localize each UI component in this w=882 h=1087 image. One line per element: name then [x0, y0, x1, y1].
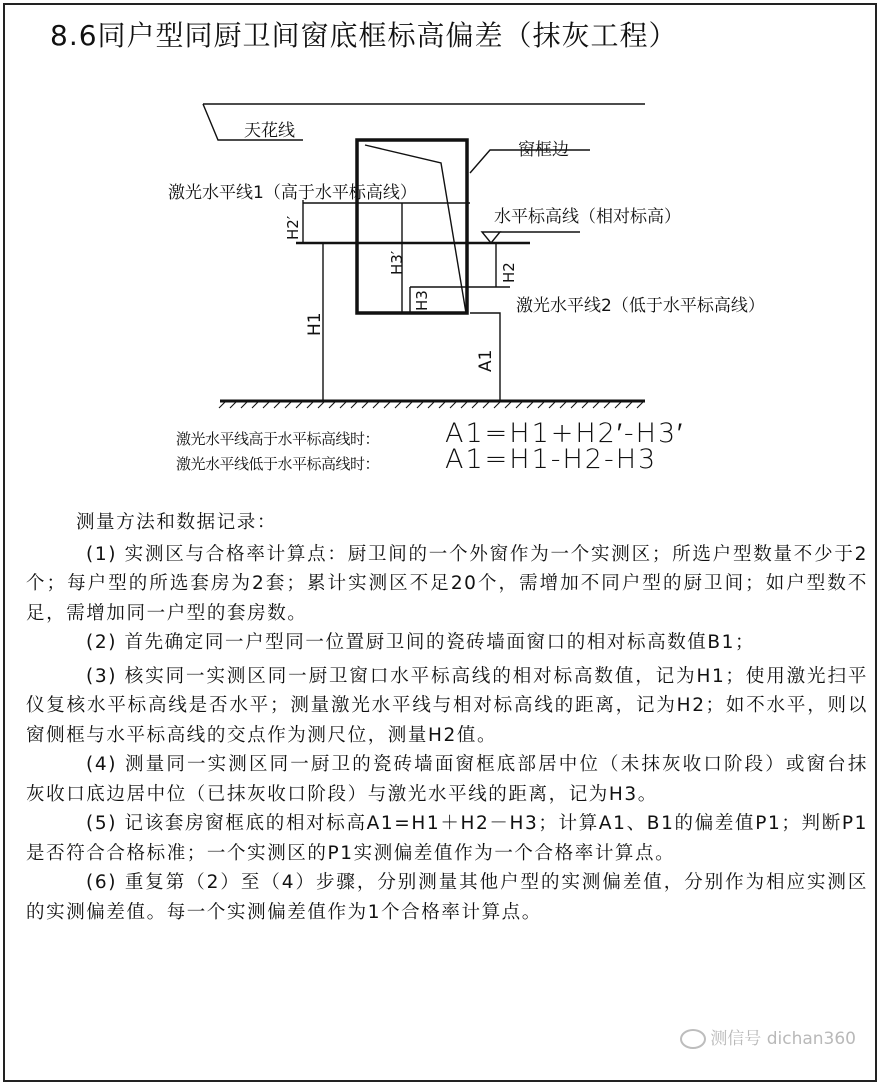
condition-high: 激光水平线高于水平标高线时： — [176, 430, 380, 448]
watermark-text: 测信号 dichan360 — [710, 1029, 856, 1049]
step-3: (3) 核实同一实测区同一厨卫窗口水平标高线的相对标高数值，记为H1；使用激光扫平仪复核水平标高线是否水平；测量激光水平线与相对标高线的距离，记为H2；如不水平，则以窗侧框与水平标高线的交点作为测尺位，测量H2值。 — [26, 665, 868, 746]
h3-prime-label: H3′ — [388, 250, 406, 275]
h3-label: H3 — [413, 290, 431, 311]
laser-line-1-label: 激光水平线1（高于水平标高线） — [168, 183, 417, 203]
ceiling-label: 天花线 — [244, 121, 295, 141]
formula-high: A1=H1+H2′-H3′ — [445, 418, 685, 449]
h2-label: H2 — [500, 262, 518, 283]
step-2: (2) 首先确定同一户型同一位置厨卫间的瓷砖墙面窗口的相对标高数值B1； — [86, 632, 756, 653]
wechat-icon — [680, 1029, 706, 1049]
frame-diagonal — [365, 145, 466, 313]
formula-low: A1=H1-H2-H3 — [445, 444, 658, 475]
h1-label: H1 — [305, 312, 325, 336]
h2-prime-label: H2′ — [284, 215, 302, 240]
level-line-label: 水平标高线（相对标高） — [494, 207, 681, 227]
step-4: (4) 测量同一实测区同一厨卫的瓷砖墙面窗框底部居中位（未抹灰收口阶段）或窗台抹灰收口底边居中位（已抹灰收口阶段）与激光水平线的距离，记为H3。 — [26, 754, 868, 805]
step-6: (6) 重复第（2）至（4）步骤，分别测量其他户型的实测偏差值，分别作为相应实测区的实测偏差值。每一个实测偏差值作为1个合格率计算点。 — [26, 872, 868, 923]
measurement-method — [26, 508, 868, 927]
step-1: (1) 实测区与合格率计算点：厨卫间的一个外窗作为一个实测区；所选户型数量不少于2个；每户型的所选套房为2套；累计实测区不足20个，需增加不同户型的厨卫间；如户型数不足，需增加同一户型的套房数。 — [26, 543, 868, 624]
step-5: (5) 记该套房窗框底的相对标高A1=H1＋H2－H3；计算A1、B1的偏差值P1；判断P1是否符合合格标准；一个实测区的P1实测偏差值作为一个合格率计算点。 — [26, 813, 868, 864]
level-marker — [482, 232, 500, 243]
watermark — [680, 1024, 856, 1049]
elevation-diagram — [0, 0, 882, 500]
floor-hatch — [219, 402, 643, 408]
section-heading: 测量方法和数据记录： — [76, 512, 278, 533]
condition-low: 激光水平线低于水平标高线时： — [176, 455, 380, 473]
window-frame-label: 窗框边 — [518, 140, 569, 160]
laser-line-2-label: 激光水平线2（低于水平标高线） — [516, 296, 765, 316]
page-title: 8.6同户型同厨卫间窗底框标高偏差（抹灰工程） — [50, 19, 678, 52]
a1-label: A1 — [476, 349, 496, 372]
